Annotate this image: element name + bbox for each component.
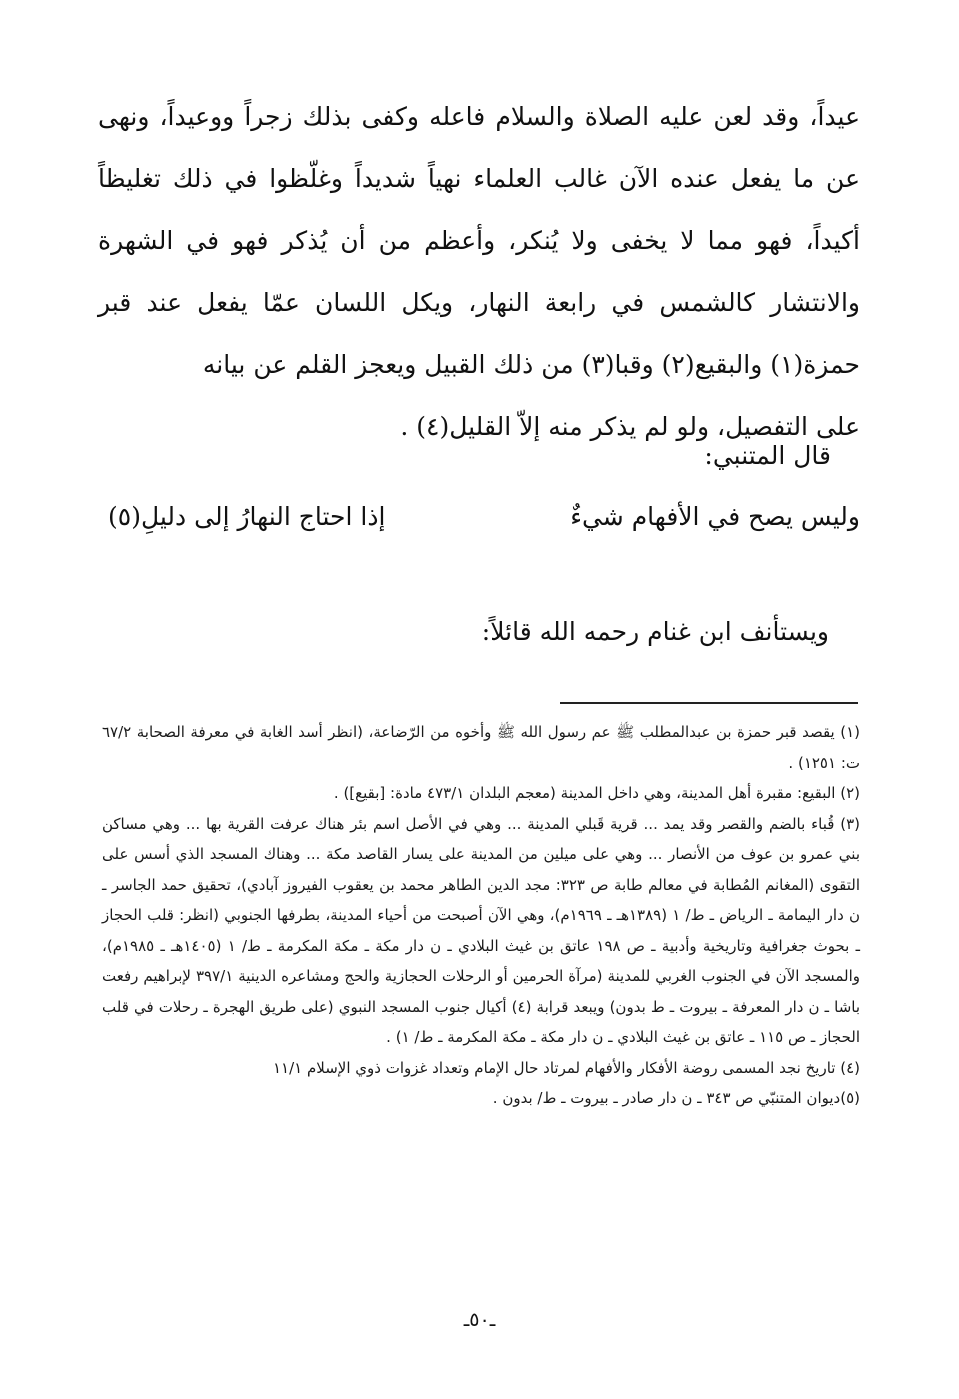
footnote-5: (٥)ديوان المتنبّي ص ٣٤٣ ـ ن دار صادر ـ بيروت ـ ط/ بدون . [492,1089,860,1107]
page-number: ـ٥٠ـ [463,1309,496,1331]
verse-hemistich-right: وليس يصح في الأفهام شيءٌ [570,502,860,531]
main-text [98,86,860,458]
footnote-1: (١) يقصد قبر حمزة بن عبدالمطلب ﷺ عم رسول الله ﷺ وأخوه من الرّضاعة، (انظر أسد الغابة في معرفة الصحابة ٦٧/٢ ت: ١٢٥١) . [102,723,860,772]
poem-verse [108,494,860,540]
verse-hemistich-left: إذا احتاج النهارُ إلى دليلِ(٥) [108,502,386,531]
footnote-4: (٤) تاريخ نجد المسمى روضة الأفكار والأفهام لمرتاد حال الإمام وتعداد غزوات ذوي الإسلام ١١/١ [273,1058,860,1077]
footnote-separator [560,702,858,704]
continuation-line: ويستأنف ابن غنام رحمه الله قائلاً: [481,617,829,646]
body-paragraph: عيداً، وقد لعن عليه الصلاة والسلام فاعله وكفى بذلك زجراً ووعيداً، ونهى عن ما يفعل عنده الآن غالب العلماء نهياً شديداً وغلّظوا في ذلك تغليظاً أكيداً، فهو مما لا يخفى ولا يُنكر، وأعظم من أن يُذكر فهو في الشهرة والانتشار كالشمس في رابعة النهار، ويكل اللسان عمّا يفعل عند قبر حمزة(١) والبقيع(٢) وقبا(٣) من ذلك القبيل ويعجز القلم عن بيانه [98,102,860,379]
body-paragraph-last-line: على التفصيل، ولو لم يذكر منه إلاّ القليل(٤) . [400,412,860,441]
footnote-3: (٣) قُباء بالضم والقصر وقد يمد ... قرية قَبلي المدينة ... وهي في الأصل اسم بئر هناك عرفت القرية بها ... وهي مساكن بني عمرو بن عوف من الأنصار ... وهي على ميلين من المدينة على يسار القاصد مكة ... وهناك المسجد الذي أسس على التقوى (المغانم المُطابة في معالم طابة ص ٣٢٣: مجد الدين الطاهر محمد بن يعقوب الفيروز آبادي)، تحقيق حمد الجاسر ـ ن دار اليمامة ـ الرياض ـ ط/ ١ (١٣٨٩هـ ـ ١٩٦٩م)، وهي الآن أصبحت من أحياء المدينة، بطرفها الجنوبي (انظر: قلب الحجاز ـ بحوث جغرافية وتاريخية وأدبية ـ ص ١٩٨ عاتق بن غيث البلادي ـ ن دار مكة ـ مكة المكرمة ـ ط/ ١ (١٤٠٥هـ ـ ١٩٨٥م)، والمسجد الآن في الجنوب الغربي للمدينة (مرآة الحرمين أو الرحلات الحجازية والحج ومشاعره الدينية ٣٩٧/١ لإبراهيم رفعت باشا ـ ن دار المعرفة ـ بيروت ـ ط بدون) ويبعد قرابة (٤) أكيال جنوب المسجد النبوي (على طريق الهجرة ـ رحلات في قلب الحجاز ـ ص ١١٥ ـ عاتق بن غيث البلادي ـ ن دار مكة ـ مكة المكرمة ـ ط/ ١) . [102,814,861,1046]
footnotes [102,717,860,1114]
footnote-2: (٢) البقيع: مقبرة أهل المدينة، وهي داخل المدينة (معجم البلدان ٤٧٣/١ مادة: [بقيع]) . [333,784,860,802]
poem-intro: قال المتنبي: [704,441,831,470]
